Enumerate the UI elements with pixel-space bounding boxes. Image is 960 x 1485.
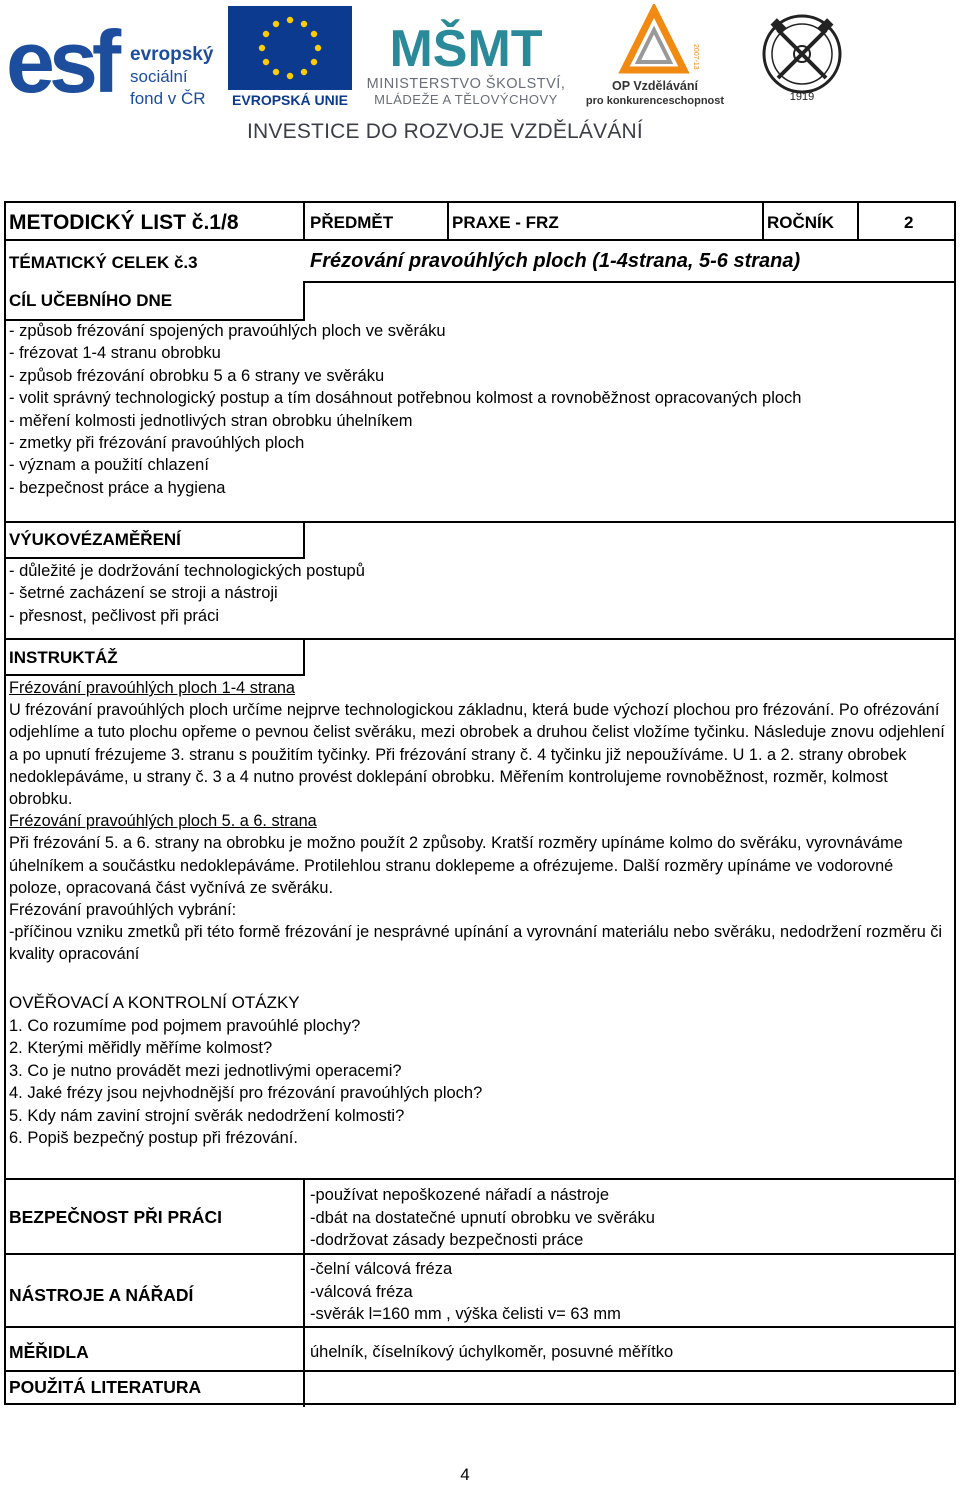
sheet-title: METODICKÝ LIST č.1/8 (9, 211, 239, 234)
divider (303, 521, 305, 557)
svg-text:2007-13: 2007-13 (692, 44, 699, 70)
op-triangle-icon (624, 10, 684, 70)
tools-list (310, 1258, 621, 1326)
svg-text:MLÁDEŽE A TĚLOVÝCHOVY: MLÁDEŽE A TĚLOVÝCHOVY (374, 92, 558, 107)
instruction-paragraph: U frézování pravoúhlých ploch určíme nejprve technologickou základnu, která bude výchozí plochou pro frézování. Po ofrézování odjehlíme a tuto plochu opřeme o pevnou čelist svěráku, mezi obrobek a druhou čelist vložíme tyčinku. Následuje znovu odjehlení a po upnutí frézujeme 3. stranu s použitím tyčinky. Při frézování strany č. 4 tyčinku již nepoužíváme. U 1. a 2. strany obrobek nedoklepáváme, u strany č. 3 a 4 nutno provést doklepání obrobku. Měřením kontrolujeme rovnoběžnost, rozměr, kolmost obrobku. (9, 701, 945, 809)
safety-label: BEZPEČNOST PŘI PRÁCI (9, 1207, 222, 1227)
eu-logo (226, 6, 354, 106)
svg-text:pro konkurenceschopnost: pro konkurenceschopnost (585, 95, 725, 107)
svg-text:sociální: sociální (130, 67, 188, 86)
instruction-subheading: Frézování pravoúhlých ploch 5. a 6. strana (9, 812, 317, 831)
msmt-mark-icon: MŠMT (389, 20, 543, 78)
svg-text:OP Vzdělávání: OP Vzdělávání (612, 79, 698, 93)
subject-value: PRAXE - FRZ (452, 213, 559, 232)
msmt-logo (362, 4, 578, 108)
divider (6, 1370, 954, 1372)
list-item: 4. Jaké frézy jsou nejvhodnější pro frézování pravoúhlých ploch? (9, 1084, 483, 1103)
literature-label: POUŽITÁ LITERATURA (9, 1377, 202, 1397)
list-item: - bezpečnost práce a hygiena (9, 478, 226, 497)
instruction-subheading: Frézování pravoúhlých vybrání: (9, 901, 237, 920)
list-item: -dbát na dostatečné upnutí obrobku ve svěráku (310, 1208, 655, 1227)
list-item: - význam a použití chlazení (9, 456, 209, 475)
svg-text:MINISTERSTVO ŠKOLSTVÍ,: MINISTERSTVO ŠKOLSTVÍ, (366, 76, 566, 92)
list-item: 2. Kterými měřidly měříme kolmost? (9, 1039, 273, 1058)
list-item: - volit správný technologický postup a tím dosáhnout potřebnou kolmost a rovnoběžnost opracovaných ploch (9, 389, 802, 408)
list-item: -čelní válcová fréza (310, 1260, 453, 1278)
divider (303, 281, 954, 283)
divider (447, 203, 449, 239)
instruction-subheading: Frézování pravoúhlých ploch 1-4 strana (9, 679, 295, 697)
divider (303, 638, 305, 674)
list-item: - měření kolmosti jednotlivých stran obrobku úhelníkem (9, 411, 413, 430)
divider (6, 1178, 954, 1180)
divider (303, 203, 305, 239)
instruction-body (9, 677, 945, 966)
list-item: 3. Co je nutno provádět mezi jednotlivými operacemi? (9, 1061, 402, 1080)
svg-text:esf: esf (6, 12, 116, 110)
list-item: - způsob frézování spojených pravoúhlých ploch ve svěráku (9, 322, 446, 340)
instruction-heading: INSTRUKTÁŽ (9, 648, 118, 667)
list-item: -válcová fréza (310, 1282, 413, 1301)
divider (303, 1178, 305, 1407)
gauges-value (310, 1341, 673, 1364)
education-heading: VÝUKOVÉZAMĚŘENÍ (9, 530, 181, 549)
unit-label: TÉMATICKÝ CELEK č.3 (9, 253, 198, 272)
esf-logo (6, 10, 220, 110)
gauges-label: MĚŘIDLA (9, 1342, 89, 1362)
divider (6, 557, 305, 559)
divider (303, 281, 305, 319)
topic-title: Frézování pravoúhlých ploch (1-4strana, 5-6 strana) (310, 250, 801, 272)
goal-heading: CÍL UČEBNÍHO DNE (9, 291, 173, 310)
list-item: - přesnost, pečlivost při práci (9, 606, 219, 625)
instruction-paragraph: -příčinou vzniku zmetků při této formě frézování je nesprávné upínání a vyrovnání materiálu nebo svěráku, nedodržení rozměru či kvality opracování (9, 923, 943, 964)
svg-text:1919: 1919 (789, 91, 815, 103)
list-item: - šetrné zacházení se stroji a nástroji (9, 584, 278, 603)
divider (6, 674, 305, 676)
op-logo (584, 4, 726, 108)
divider (857, 203, 859, 239)
list-item: -používat nepoškozené nářadí a nástroje (310, 1186, 610, 1204)
list-item: 6. Popiš bezpečný postup při frézování. (9, 1129, 298, 1148)
goal-list (9, 320, 801, 499)
divider (6, 638, 954, 640)
page-number: 4 (460, 1465, 470, 1484)
list-item: 5. Kdy nám zaviní strojní svěrák nedodržení kolmosti? (9, 1106, 405, 1125)
list-item: - důležité je dodržování technologických postupů (9, 562, 365, 580)
list-item: - frézovat 1-4 stranu obrobku (9, 344, 221, 363)
method-sheet (4, 201, 956, 1405)
questions-heading: OVĚŘOVACÍ A KONTROLNÍ OTÁZKY (9, 993, 300, 1012)
year-label: ROČNÍK (767, 213, 835, 232)
school-emblem (760, 4, 844, 104)
gauges-text: úhelník, číselníkový úchylkoměr, posuvné měřítko (310, 1343, 674, 1361)
safety-list (310, 1184, 655, 1252)
tagline: INVESTICE DO ROZVOJE VZDĚLÁVÁNÍ (247, 120, 643, 143)
questions-list (9, 1015, 482, 1149)
divider (762, 203, 764, 239)
instruction-paragraph: Při frézování 5. a 6. strany na obrobku je možno použít 2 způsoby. Kratší rozměry upínáme kolmo do svěráku, vyrovnáváme úhelníkem a součástku nedoklepáváme. Protilehlou stranu doklepeme a ofrézujeme. Další rozměry upínáme ve vodorovné poloze, opracovaná část vyčnívá ze svěráku. (9, 834, 903, 897)
logo-header (0, 0, 960, 115)
divider (6, 521, 954, 523)
crossed-hammers-emblem-icon (764, 16, 840, 92)
list-item: -dodržovat zásady bezpečnosti práce (310, 1231, 584, 1249)
subject-label: PŘEDMĚT (310, 213, 394, 232)
divider (6, 1326, 954, 1328)
year-value: 2 (904, 213, 914, 232)
list-item: -svěrák l=160 mm , výška čelisti v= 63 mm (310, 1305, 621, 1323)
svg-text:fond v ČR: fond v ČR (130, 89, 206, 108)
education-list (9, 560, 365, 627)
divider (6, 1253, 954, 1255)
esf-mark-icon (6, 10, 220, 110)
list-item: - zmetky při frézování pravoúhlých ploch (9, 434, 305, 453)
divider (6, 239, 954, 241)
svg-text:evropský: evropský (130, 44, 214, 65)
list-item: 1. Co rozumíme pod pojmem pravoúhlé plochy? (9, 1017, 361, 1035)
tools-label: NÁSTROJE A NÁŘADÍ (9, 1285, 194, 1305)
svg-text:EVROPSKÁ UNIE: EVROPSKÁ UNIE (232, 92, 348, 106)
list-item: - způsob frézování obrobku 5 a 6 strany ve svěráku (9, 366, 385, 385)
